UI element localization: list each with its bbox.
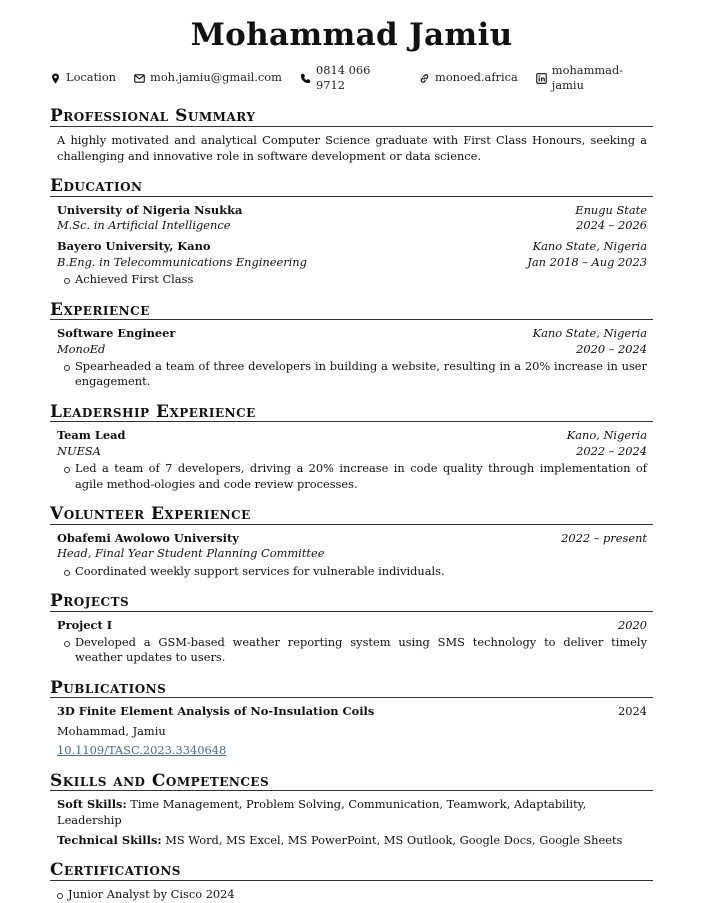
contact-bar xyxy=(50,63,653,94)
skill-row xyxy=(57,833,647,848)
experience-bullets xyxy=(57,359,647,390)
skill-label: Technical Skills: xyxy=(57,833,162,848)
school-name: University of Nigeria Nsukka xyxy=(57,202,243,217)
volunteer-org: Obafemi Awolowo University xyxy=(57,530,239,545)
project-entry xyxy=(57,618,647,666)
project-bullets xyxy=(57,635,647,666)
volunteer-position: Head, Final Year Student Planning Committee xyxy=(57,546,325,561)
contact-phone[interactable] xyxy=(300,63,401,94)
project-name: Project I xyxy=(57,617,113,632)
leadership-section xyxy=(50,403,653,492)
contact-linkedin-text: mohammad-jamiu xyxy=(551,62,624,93)
volunteer-section xyxy=(50,505,653,579)
bullet-item: Developed a GSM-based weather reporting system using SMS technology to deliver timely weather updates to users. xyxy=(75,634,647,665)
project-date: 2020 xyxy=(618,617,647,632)
leadership-dates: 2022 – 2024 xyxy=(576,443,647,458)
degree: B.Eng. in Telecommunications Engineering xyxy=(57,254,307,269)
education-dates: 2024 – 2026 xyxy=(576,217,647,232)
school-location: Enugu State xyxy=(575,202,647,217)
certifications-heading: Certifications xyxy=(50,861,653,881)
experience-entry xyxy=(57,326,647,390)
publication-title: 3D Finite Element Analysis of No-Insulation Coils xyxy=(57,704,375,719)
projects-heading: Projects xyxy=(50,592,653,612)
job-org: MonoEd xyxy=(57,341,106,356)
publication-doi-link[interactable]: 10.1109/TASC.2023.3340648 xyxy=(57,743,227,758)
resume-page xyxy=(50,18,653,903)
contact-email-text: moh.jamiu@gmail.com xyxy=(150,70,282,85)
volunteer-bullets xyxy=(57,564,647,579)
summary-heading: Professional Summary xyxy=(50,107,653,127)
experience-heading: Experience xyxy=(50,301,653,321)
certifications-section xyxy=(50,861,653,902)
publication-entry xyxy=(57,704,647,758)
education-entry xyxy=(57,239,647,287)
skill-value: Time Management, Problem Solving, Communication, Teamwork, Adaptability, Leadership xyxy=(57,797,587,827)
contact-location-text: Location xyxy=(66,70,117,85)
projects-section xyxy=(50,592,653,666)
bullet-item: Spearheaded a team of three developers in building a website, resulting in a 20% increase in user engagement. xyxy=(75,359,647,389)
contact-linkedin[interactable] xyxy=(536,63,653,94)
linkedin-icon xyxy=(536,73,547,84)
skills-section xyxy=(50,772,653,849)
contact-website-text: monoed.africa xyxy=(435,70,518,85)
leadership-bullets xyxy=(57,461,647,492)
leadership-entry xyxy=(57,428,647,492)
skill-row xyxy=(57,797,647,828)
envelope-icon xyxy=(134,73,145,84)
education-heading: Education xyxy=(50,177,653,197)
summary-text: A highly motivated and analytical Computer Science graduate with First Class Honours, seeking a challenging and innovative role in software development or data science. xyxy=(57,133,647,163)
education-entry xyxy=(57,203,647,234)
leadership-role: Team Lead xyxy=(57,428,126,443)
school-location: Kano State, Nigeria xyxy=(532,239,647,254)
contact-website[interactable] xyxy=(419,63,518,94)
contact-phone-text: 0814 066 9712 xyxy=(315,62,371,93)
candidate-name: Mohammad Jamiu xyxy=(190,17,513,53)
leadership-location: Kano, Nigeria xyxy=(566,428,647,443)
skills-heading: Skills and Competences xyxy=(50,772,653,792)
education-section xyxy=(50,177,653,288)
link-icon xyxy=(419,73,430,84)
summary-section xyxy=(50,107,653,163)
publication-authors: Mohammad, Jamiu xyxy=(57,723,166,738)
contact-email[interactable] xyxy=(134,63,282,94)
experience-section xyxy=(50,301,653,390)
bullet-item: Achieved First Class xyxy=(75,272,647,287)
location-pin-icon xyxy=(50,73,61,84)
degree: M.Sc. in Artificial Intelligence xyxy=(57,217,231,232)
job-role: Software Engineer xyxy=(57,326,176,341)
phone-icon xyxy=(300,73,311,84)
skill-value: MS Word, MS Excel, MS PowerPoint, MS Outlook, Google Docs, Google Sheets xyxy=(165,833,623,848)
contact-location xyxy=(50,63,116,94)
publications-heading: Publications xyxy=(50,679,653,699)
volunteer-entry xyxy=(57,531,647,579)
bullet-item: Coordinated weekly support services for vulnerable individuals. xyxy=(75,564,647,579)
certification-item: Junior Analyst by Cisco 2024 xyxy=(68,887,647,902)
bullet-item: Led a team of 7 developers, driving a 20% increase in code quality through implementation of agile method-ologies and code review processes. xyxy=(75,461,647,491)
education-bullets xyxy=(57,272,647,287)
volunteer-heading: Volunteer Experience xyxy=(50,505,653,525)
education-dates: Jan 2018 – Aug 2023 xyxy=(527,254,647,269)
leadership-heading: Leadership Experience xyxy=(50,403,653,423)
publication-year: 2024 xyxy=(618,704,647,719)
publications-section xyxy=(50,679,653,759)
skill-label: Soft Skills: xyxy=(57,797,127,812)
school-name: Bayero University, Kano xyxy=(57,239,211,254)
volunteer-dates: 2022 – present xyxy=(561,530,647,545)
job-location: Kano State, Nigeria xyxy=(532,326,647,341)
leadership-org: NUESA xyxy=(57,443,101,458)
job-dates: 2020 – 2024 xyxy=(576,341,647,356)
